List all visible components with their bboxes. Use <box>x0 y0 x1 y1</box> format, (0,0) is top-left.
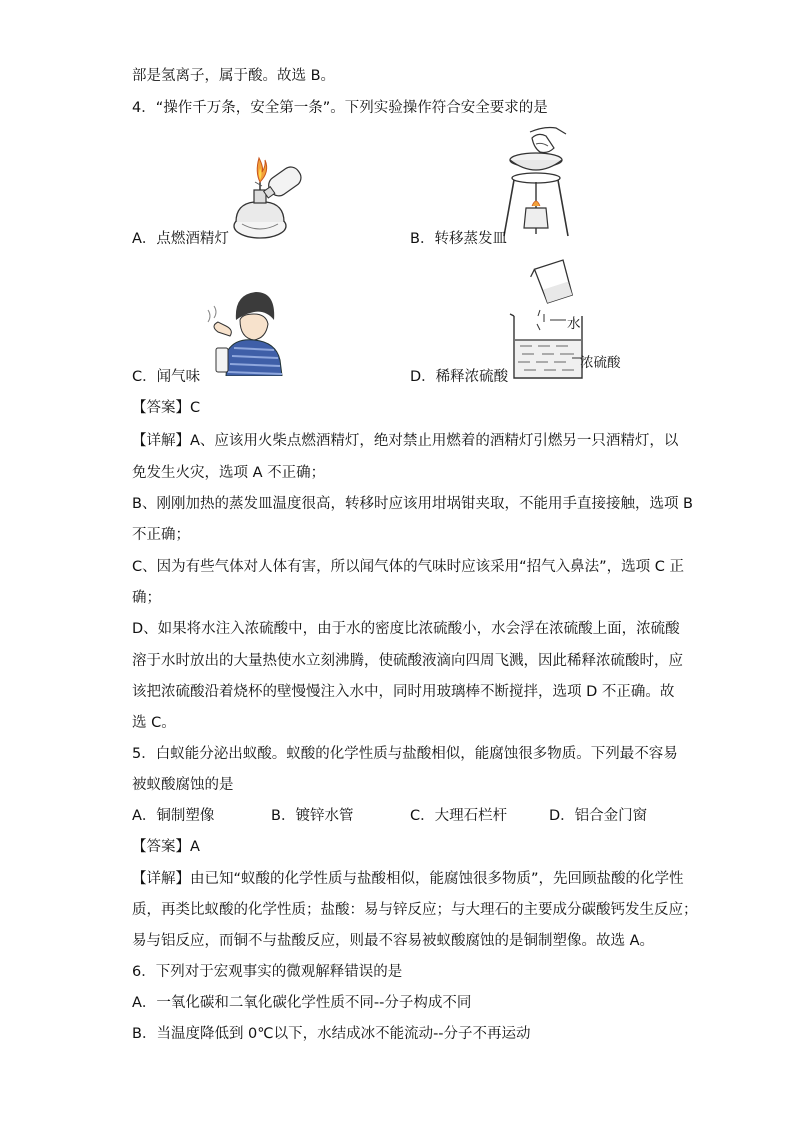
answer-4: 【答案】C <box>132 400 201 416</box>
q4-option-d: D．稀释浓硫酸 <box>410 369 509 385</box>
question-4-stem: 4．“操作千万条，安全第一条”。下列实验操作符合安全要求的是 <box>132 100 548 116</box>
q5-option-c: C．大理石栏杆 <box>410 808 508 824</box>
text-line: 部是氢离子，属于酸。故选 B。 <box>132 68 336 84</box>
figure-label-water: 水 <box>567 316 581 332</box>
evaporating-dish-figure <box>496 124 576 240</box>
q6-option-a: A．一氧化碳和二氧化碳化学性质不同--分子构成不同 <box>132 995 472 1011</box>
explanation-line: D、如果将水注入浓硫酸中，由于水的密度比浓硫酸小，水会浮在浓硫酸上面，浓硫酸 <box>132 621 680 637</box>
q5-option-a: A．铜制塑像 <box>132 808 215 824</box>
explanation-line: 免发生火灾，选项 A 不正确； <box>132 465 326 481</box>
explanation-line: 选 C。 <box>132 715 176 731</box>
q6-option-b: B．当温度降低到 0℃以下，水结成冰不能流动--分子不再运动 <box>132 1026 531 1042</box>
explanation-line: 不正确； <box>132 527 190 543</box>
explanation-line: 该把浓硫酸沿着烧杯的壁慢慢注入水中，同时用玻璃棒不断搅拌，选项 D 不正确。故 <box>132 684 675 700</box>
explanation-line: 质，再类比蚁酸的化学性质；盐酸：易与锌反应；与大理石的主要成分碳酸钙发生反应； <box>132 902 698 918</box>
explanation-line: C、因为有些气体对人体有害，所以闻气体的气味时应该采用“招气入鼻法”，选项 C 正 <box>132 559 684 575</box>
explanation-line: B、刚刚加热的蒸发皿温度很高，转移时应该用坩埚钳夹取，不能用手直接接触，选项 B <box>132 496 694 512</box>
question-5-stem: 被蚁酸腐蚀的是 <box>132 777 234 793</box>
alcohol-lamp-figure <box>222 142 310 242</box>
q4-option-c: C．闻气味 <box>132 369 201 385</box>
explanation-line: 【详解】A、应该用火柴点燃酒精灯，绝对禁止用燃着的酒精灯引燃另一只酒精灯，以 <box>132 433 679 449</box>
figure-label-acid: 浓硫酸 <box>580 355 621 371</box>
question-5-stem: 5．白蚁能分泌出蚁酸。蚁酸的化学性质与盐酸相似，能腐蚀很多物质。下列最不容易 <box>132 746 678 762</box>
question-6-stem: 6．下列对于宏观事实的微观解释错误的是 <box>132 964 403 980</box>
smelling-gas-figure <box>196 280 294 376</box>
q5-option-b: B．镀锌水管 <box>271 808 354 824</box>
q4-option-b: B．转移蒸发皿 <box>410 231 507 247</box>
answer-5: 【答案】A <box>132 839 200 855</box>
q4-option-a: A．点燃酒精灯 <box>132 231 229 247</box>
explanation-line: 确； <box>132 590 161 606</box>
q5-option-d: D．铝合金门窗 <box>549 808 648 824</box>
explanation-line: 【详解】由已知“蚁酸的化学性质与盐酸相似，能腐蚀很多物质”，先回顾盐酸的化学性 <box>132 871 684 887</box>
explanation-line: 易与铝反应，而铜不与盐酸反应，则最不容易被蚁酸腐蚀的是铜制塑像。故选 A。 <box>132 933 655 949</box>
explanation-line: 溶于水时放出的大量热使水立刻沸腾，使硫酸液滴向四周飞溅，因此稀释浓硫酸时，应 <box>132 653 683 669</box>
